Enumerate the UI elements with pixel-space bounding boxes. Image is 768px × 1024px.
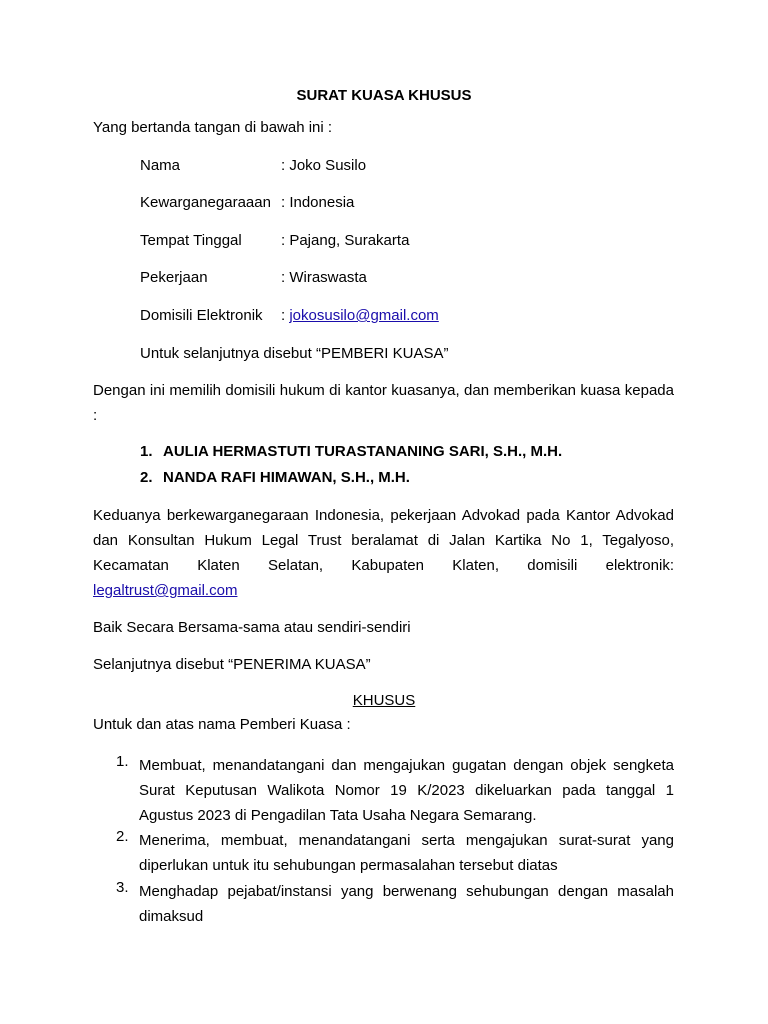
identity-row-domisili-elektronik bbox=[140, 306, 439, 326]
identity-value: : Pajang, Surakarta bbox=[281, 232, 410, 249]
email-link[interactable]: jokosusilo@gmail.com bbox=[289, 307, 439, 324]
task-number: 2. bbox=[116, 828, 129, 845]
identity-label: Pekerjaan bbox=[140, 269, 208, 286]
task-number: 1. bbox=[116, 753, 129, 770]
baik-line: Baik Secara Bersama-sama atau sendiri-sendiri bbox=[93, 619, 411, 636]
penerima-item bbox=[140, 468, 410, 488]
identity-label: Domisili Elektronik bbox=[140, 307, 263, 324]
identity-value: : Joko Susilo bbox=[281, 157, 367, 174]
identity-row-tempat-tinggal bbox=[140, 231, 409, 251]
identity-value-prefix: : bbox=[281, 307, 290, 324]
keduanya-paragraph bbox=[93, 503, 674, 603]
document-title: SURAT KUASA KHUSUS bbox=[296, 87, 472, 104]
task-text: Membuat, menandatangani dan mengajukan gugatan dengan objek sengketa Surat Keputusan Walikota Nomor 19 K/2023 dikeluarkan pada tanggal 1 Agustus 2023 di Pengadilan Tata Usaha Negara Semarang. bbox=[139, 757, 674, 824]
khusus-heading: KHUSUS bbox=[352, 692, 416, 709]
task-text: Menghadap pejabat/instansi yang berwenang sehubungan dengan masalah dimaksud bbox=[139, 883, 674, 925]
penerima-number: 1. bbox=[140, 443, 153, 460]
keduanya-text: Keduanya berkewarganegaraan Indonesia, pekerjaan Advokad pada Kantor Advokad dan Konsultan Hukum Legal Trust beralamat di Jalan Kartika No 1, Tegalyoso, Kecamatan Klaten Selatan, Kabupaten Klaten, domisili elektronik: bbox=[93, 507, 674, 574]
email-link[interactable]: legaltrust@gmail.com bbox=[93, 582, 238, 599]
penerima-kuasa-line: Selanjutnya disebut “PENERIMA KUASA” bbox=[93, 656, 371, 673]
penerima-number: 2. bbox=[140, 469, 153, 486]
penerima-item bbox=[140, 442, 562, 462]
identity-label: Kewarganegaraaan bbox=[140, 194, 271, 211]
domisili-paragraph: Dengan ini memilih domisili hukum di kantor kuasanya, dan memberikan kuasa kepada : bbox=[93, 382, 674, 424]
identity-row-pekerjaan bbox=[140, 268, 367, 288]
untuk-line: Untuk dan atas nama Pemberi Kuasa : bbox=[93, 716, 351, 733]
identity-label: Tempat Tinggal bbox=[140, 232, 242, 249]
intro-line: Yang bertanda tangan di bawah ini : bbox=[93, 119, 333, 136]
identity-value: : Indonesia bbox=[281, 194, 355, 211]
identity-row-kewarganegaraan bbox=[140, 193, 354, 213]
identity-row-nama bbox=[140, 156, 366, 176]
task-number: 3. bbox=[116, 879, 129, 896]
task-text: Menerima, membuat, menandatangani serta mengajukan surat-surat yang diperlukan untuk itu sehubungan permasalahan tersebut diatas bbox=[139, 832, 674, 874]
identity-value: : Wiraswasta bbox=[281, 269, 367, 286]
identity-label: Nama bbox=[140, 157, 181, 174]
penerima-name: AULIA HERMASTUTI TURASTANANING SARI, S.H., M.H. bbox=[163, 443, 563, 460]
penerima-name: NANDA RAFI HIMAWAN, S.H., M.H. bbox=[163, 469, 410, 486]
pemberi-kuasa-line: Untuk selanjutnya disebut “PEMBERI KUASA” bbox=[140, 345, 449, 362]
